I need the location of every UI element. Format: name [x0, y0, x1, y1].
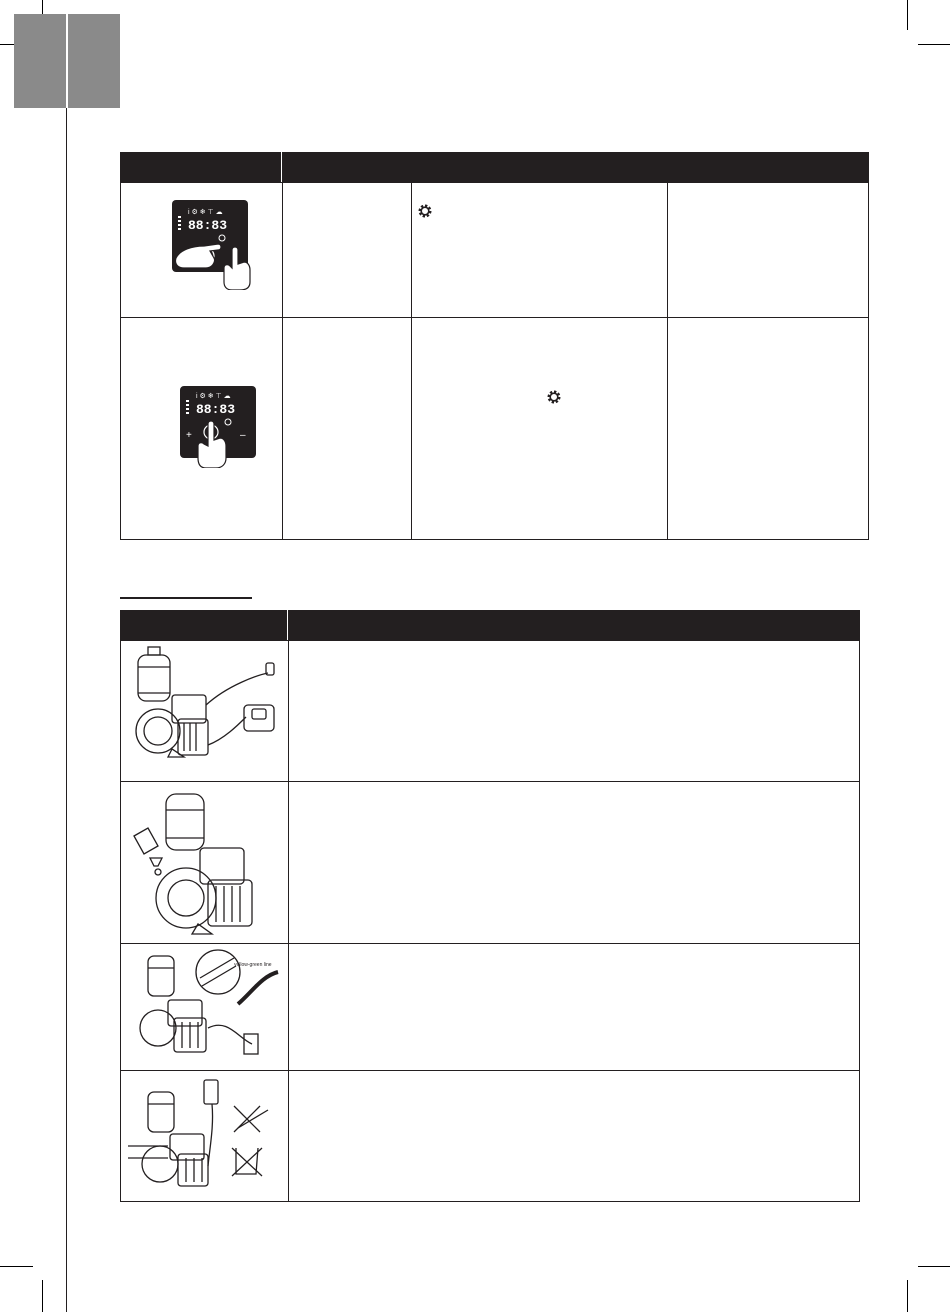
- table1-col-divider: [282, 182, 283, 540]
- table2-row-divider: [120, 943, 860, 944]
- crop-mark: [0, 1266, 33, 1267]
- table1-col-divider: [667, 182, 668, 540]
- svg-text:+: +: [186, 430, 192, 441]
- pump-priming-illustration: [128, 788, 283, 936]
- table2-row-divider: [120, 781, 860, 782]
- gear-icon: [546, 389, 562, 405]
- control-panel-illustration: [170, 198, 280, 290]
- svg-text:i ⚙ ❄ ⊤ ☁: i ⚙ ❄ ⊤ ☁: [188, 209, 223, 216]
- section-heading-underline: [120, 597, 252, 599]
- crop-mark: [918, 44, 950, 45]
- pump-ground-wire-illustration: [128, 948, 288, 1066]
- control-panel-illustration: [178, 384, 258, 468]
- table1-header-divider: [281, 152, 282, 182]
- chapter-tab-divider: [66, 14, 68, 108]
- crop-mark: [918, 1266, 950, 1267]
- crop-mark: [42, 1280, 43, 1312]
- svg-text:i ⚙ ❄ ⊤ ☁: i ⚙ ❄ ⊤ ☁: [196, 393, 231, 400]
- page-margin-line: [66, 108, 67, 1312]
- table1-row-divider: [120, 317, 869, 318]
- crop-mark: [907, 1280, 908, 1312]
- gear-icon: [417, 203, 433, 219]
- pump-electrical-safety-illustration: [128, 1076, 288, 1196]
- table2-col-divider: [288, 640, 289, 1202]
- table1-header: [120, 152, 869, 182]
- svg-text:–: –: [240, 430, 246, 441]
- table1-col-divider: [411, 182, 412, 540]
- display-readout: 88:83: [188, 218, 228, 233]
- crop-mark: [907, 0, 908, 30]
- pump-power-illustration: [128, 645, 283, 775]
- display-readout: 88:83: [196, 402, 236, 417]
- table2-row-divider: [120, 1070, 860, 1071]
- yellow-green-line-label: yellow-green line: [234, 962, 272, 968]
- table2-header-divider: [287, 610, 288, 640]
- table2-header: [120, 610, 860, 640]
